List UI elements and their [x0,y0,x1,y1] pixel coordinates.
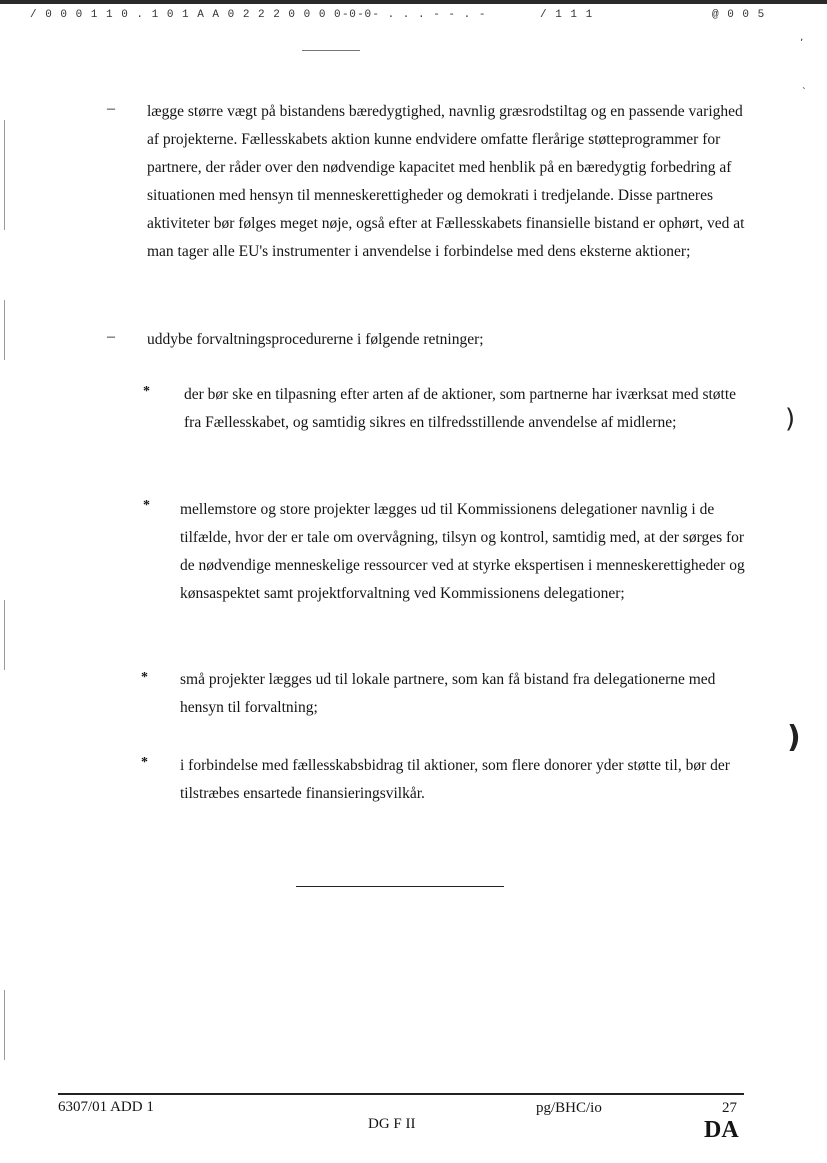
fax-header [0,0,827,26]
top-rule [302,50,360,51]
scan-edge-mark [4,120,5,230]
hole-mark: ) [787,720,801,755]
document-reference: 6307/01 ADD 1 [58,1099,154,1115]
fax-header-middle: - - - . . . - - . - [342,9,487,21]
speck-mark: ʼ [800,38,804,49]
sublist-item-text: der bør ske en tilpasning efter arten af de aktioner, som partnerne har iværksat med støtte fra Fællesskabet, og samtidig sikres en tilfredsstillende anvendelse af midlerne; [184,386,737,431]
list-item-text: lægge større vægt på bistandens bæredygtighed, navnlig græsrodstiltag og en passende varighed af projekterne. Fællesskabets aktion kunne endvidere omfatte flerårige støtteprogrammer for partnere, der råder over den nødvendige kapacitet med henblik på en bæredygtig forbedring af situationen med hensyn til menneskerettigheder og demokrati i tredjelande. Disse partneres aktiviteter bør følges meget nøje, også efter at Fællesskabets finansielle bistand er ophørt, ved at man tager alle EU's instrumenter i anvendelse i forbindelse med dens eksterne aktioner; [147,103,745,260]
sublist-item-text: små projekter lægges ud til lokale partnere, som kan få bistand fra delegationerne med hensyn til forvaltning; [180,671,716,716]
sublist-asterisk: * [143,498,150,513]
list-dash: – [107,328,115,345]
fax-header-right: / 1 1 1 [540,9,594,21]
fax-header-far-right: @ 0 0 5 [712,9,766,21]
sublist-item-text: i forbindelse med fællesskabsbidrag til aktioner, som flere donorer yder støtte til, bør der tilstræbes ensartede finansieringsvilkår. [180,757,730,802]
sublist-asterisk: * [141,755,148,770]
hole-mark: ) [785,404,796,434]
language-code: DA [704,1117,739,1143]
scan-edge-mark [4,600,5,670]
scan-edge-mark [4,300,5,360]
author-initials: pg/BHC/io [536,1100,602,1116]
list-dash: – [107,100,115,117]
page-number: 27 [722,1100,737,1116]
footer-rule [58,1093,744,1095]
end-rule [296,886,504,887]
sublist-asterisk: * [143,384,150,399]
sublist-asterisk: * [141,670,148,685]
scan-edge-mark [4,990,5,1060]
list-item-text: uddybe forvaltningsprocedurerne i følgende retninger; [147,331,484,348]
directorate-general: DG F II [368,1116,416,1132]
speck-mark: ˎ [802,80,807,90]
fax-header-left: / 0 0 0 1 1 0 . 1 0 1 A A 0 2 2 2 0 0 0 0 0 0 [30,9,373,21]
sublist-item-text: mellemstore og store projekter lægges ud til Kommissionens delegationer navnlig i de tilfælde, hvor der er tale om overvågning, tilsyn og kontrol, samtidig med, at der sørges for de nødvendige menneskelige ressourcer ved at styrke ekspertisen i menneskerettigheder og kønsaspektet samt projektforvaltning ved Kommissionens delegationer; [180,501,745,602]
